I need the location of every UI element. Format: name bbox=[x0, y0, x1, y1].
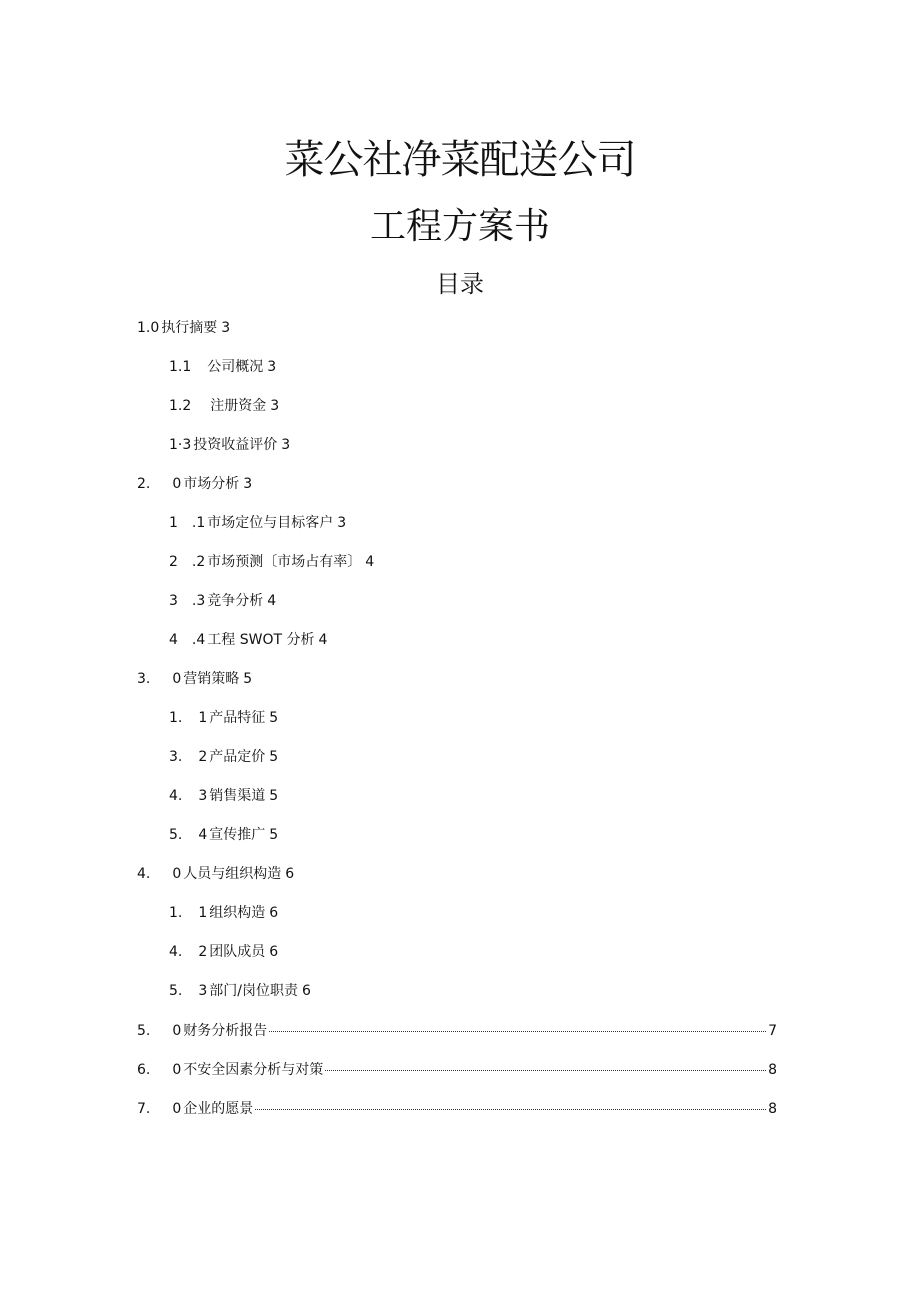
toc-label: 市场预测〔市场占有率〕 bbox=[207, 554, 362, 570]
toc-label: 财务分析报告 bbox=[183, 1023, 268, 1039]
toc-subnumber: 4 bbox=[198, 827, 208, 843]
toc-page-number: 8 bbox=[768, 1062, 777, 1078]
toc-subnumber: 1 bbox=[198, 905, 208, 921]
toc-page-number: 4 bbox=[267, 593, 277, 609]
toc-page-number: 6 bbox=[269, 905, 279, 921]
toc-number: 3. bbox=[169, 749, 183, 765]
toc-label: 营销策略 bbox=[183, 671, 240, 687]
toc-number: 1·3 bbox=[169, 437, 192, 453]
toc-label: 产品定价 bbox=[209, 749, 266, 765]
toc-number: 2 bbox=[169, 554, 178, 570]
toc-label: 市场分析 bbox=[183, 476, 240, 492]
toc-subnumber: .2 bbox=[191, 554, 206, 570]
toc-label: 团队成员 bbox=[209, 944, 266, 960]
toc-number: 3. bbox=[137, 671, 151, 687]
toc-subnumber: 0 bbox=[172, 1023, 182, 1039]
toc-number: 4. bbox=[137, 866, 151, 882]
toc-number: 1.1 bbox=[169, 359, 192, 375]
toc-page-number: 3 bbox=[267, 359, 277, 375]
toc-page-number: 6 bbox=[302, 983, 311, 999]
toc-label: 竞争分析 bbox=[207, 593, 264, 609]
toc-page-number: 8 bbox=[768, 1101, 777, 1117]
toc-entry-3-0[interactable] bbox=[137, 669, 252, 689]
toc-number: 7. bbox=[137, 1101, 151, 1117]
toc-entry-3-4[interactable] bbox=[169, 825, 278, 845]
dot-leader bbox=[269, 1031, 766, 1032]
toc-subnumber: 0 bbox=[172, 1062, 182, 1078]
toc-entry-2-0[interactable] bbox=[137, 474, 252, 494]
toc-subnumber: 0 bbox=[172, 476, 182, 492]
dot-leader bbox=[255, 1109, 766, 1110]
toc-number: 2. bbox=[137, 476, 151, 492]
toc-label: 投资收益评价 bbox=[193, 437, 278, 453]
toc-label: 不安全因素分析与对策 bbox=[183, 1062, 324, 1078]
toc-page-number: 7 bbox=[768, 1023, 777, 1039]
toc-subnumber: 3 bbox=[198, 983, 208, 999]
toc-entry-1-2[interactable] bbox=[169, 396, 279, 416]
toc-label: 销售渠道 bbox=[209, 788, 266, 804]
toc-page-number: 3 bbox=[270, 398, 280, 414]
toc-label: 组织构造 bbox=[209, 905, 266, 921]
toc-number: 1.0 bbox=[137, 320, 160, 336]
toc-entry-5-0[interactable] bbox=[137, 1021, 777, 1041]
toc-number: 5. bbox=[137, 1023, 151, 1039]
toc-number: 1.2 bbox=[169, 398, 192, 414]
toc-entry-2-3[interactable] bbox=[169, 591, 276, 611]
toc-subnumber: 2 bbox=[198, 944, 208, 960]
toc-label: 工程 SWOT 分析 bbox=[207, 632, 315, 648]
toc-entry-2-4[interactable] bbox=[169, 630, 327, 650]
toc-number: 3 bbox=[169, 593, 178, 609]
toc-label: 人员与组织构造 bbox=[183, 866, 282, 882]
toc-number: 5. bbox=[169, 983, 183, 999]
toc-label: 产品特征 bbox=[209, 710, 266, 726]
toc-page-number: 5 bbox=[269, 827, 279, 843]
toc-entry-2-1[interactable] bbox=[169, 513, 346, 533]
toc-entry-1-1[interactable] bbox=[169, 357, 276, 377]
document-subtitle: 工程方案书 bbox=[369, 206, 550, 247]
toc-label: 宣传推广 bbox=[209, 827, 266, 843]
toc-entry-1-3[interactable] bbox=[169, 435, 290, 455]
toc-entry-3-1[interactable] bbox=[169, 708, 278, 728]
toc-entry-2-2[interactable] bbox=[169, 552, 374, 572]
toc-label: 企业的愿景 bbox=[183, 1101, 254, 1117]
toc-subnumber: 3 bbox=[198, 788, 208, 804]
toc-entry-6-0[interactable] bbox=[137, 1060, 777, 1080]
toc-heading: 目录 bbox=[436, 270, 484, 298]
toc-subnumber: .1 bbox=[191, 515, 206, 531]
toc-page-number: 5 bbox=[243, 671, 253, 687]
toc-entry-1-0[interactable] bbox=[137, 318, 230, 338]
toc-entry-4-0[interactable] bbox=[137, 864, 294, 884]
toc-entry-4-1[interactable] bbox=[169, 903, 278, 923]
dot-leader bbox=[325, 1070, 766, 1071]
toc-subnumber: 0 bbox=[172, 866, 182, 882]
toc-page-number: 5 bbox=[269, 749, 279, 765]
toc-number: 1. bbox=[169, 905, 183, 921]
toc-subnumber: 2 bbox=[198, 749, 208, 765]
toc-entry-4-2[interactable] bbox=[169, 942, 278, 962]
toc-subnumber: .4 bbox=[191, 632, 206, 648]
toc-subnumber: 1 bbox=[198, 710, 208, 726]
toc-subnumber: 0 bbox=[172, 1101, 182, 1117]
toc-entry-4-3[interactable] bbox=[169, 981, 311, 1001]
toc-page-number: 4 bbox=[318, 632, 328, 648]
toc-number: 5. bbox=[169, 827, 183, 843]
toc-subnumber: 0 bbox=[172, 671, 182, 687]
toc-number: 1. bbox=[169, 710, 183, 726]
toc-page-number: 3 bbox=[337, 515, 347, 531]
toc-number: 1 bbox=[169, 515, 178, 531]
toc-subnumber: .3 bbox=[191, 593, 206, 609]
document-title: 菜公社净菜配送公司 bbox=[284, 137, 636, 183]
toc-page-number: 3 bbox=[221, 320, 231, 336]
toc-page-number: 3 bbox=[281, 437, 291, 453]
toc-number: 4. bbox=[169, 944, 183, 960]
toc-page-number: 3 bbox=[243, 476, 253, 492]
toc-page-number: 6 bbox=[269, 944, 279, 960]
toc-number: 6. bbox=[137, 1062, 151, 1078]
toc-label: 市场定位与目标客户 bbox=[207, 515, 334, 531]
toc-page-number: 6 bbox=[285, 866, 295, 882]
toc-entry-7-0[interactable] bbox=[137, 1099, 777, 1119]
toc-page-number: 5 bbox=[269, 788, 279, 804]
toc-label: 注册资金 bbox=[210, 398, 267, 414]
toc-entry-3-3[interactable] bbox=[169, 786, 278, 806]
toc-number: 4 bbox=[169, 632, 178, 648]
toc-entry-3-2[interactable] bbox=[169, 747, 278, 767]
toc-page-number: 4 bbox=[365, 554, 375, 570]
toc-page-number: 5 bbox=[269, 710, 279, 726]
toc-number: 4. bbox=[169, 788, 183, 804]
toc-label: 公司概况 bbox=[207, 359, 264, 375]
toc-label: 部门/岗位职责 bbox=[209, 983, 298, 999]
toc-label: 执行摘要 bbox=[161, 320, 218, 336]
